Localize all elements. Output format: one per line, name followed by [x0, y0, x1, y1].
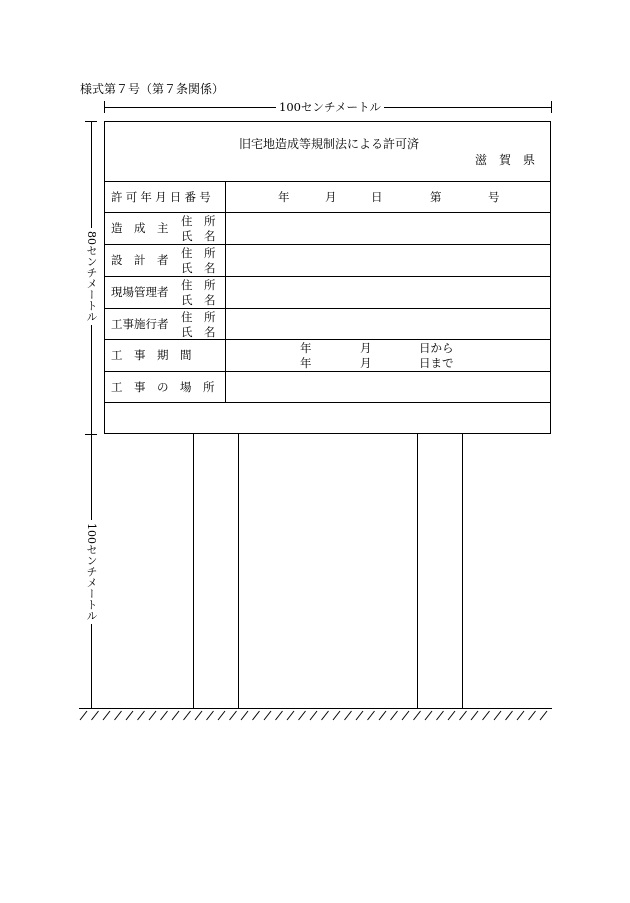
- hatch-stroke: [287, 711, 294, 720]
- hatch-stroke: [276, 711, 283, 720]
- permit-year: 年: [278, 190, 290, 204]
- hatch-stroke: [115, 711, 122, 720]
- row-sub-name: 氏 名: [181, 229, 216, 243]
- row-sub-address: 住 所: [181, 246, 216, 260]
- permit-label: 許可年月日番号: [111, 190, 214, 204]
- row-sub-name: 氏 名: [181, 261, 216, 275]
- row-sub-address: 住 所: [181, 310, 216, 324]
- period-start-month: 月: [360, 341, 372, 355]
- row-line-3: [104, 244, 551, 245]
- row-line-7: [104, 371, 551, 372]
- row-line-2: [104, 212, 551, 213]
- hatch-stroke: [494, 711, 501, 720]
- hatch-stroke: [103, 711, 110, 720]
- hatch-stroke: [138, 711, 145, 720]
- hatch-stroke: [172, 711, 179, 720]
- hatch-stroke: [253, 711, 260, 720]
- row-sub-address: 住 所: [181, 278, 216, 292]
- hatch-stroke: [379, 711, 386, 720]
- hatch-stroke: [460, 711, 467, 720]
- hatch-stroke: [425, 711, 432, 720]
- hatch-stroke: [333, 711, 340, 720]
- permit-day: 日: [371, 190, 383, 204]
- hatch-stroke: [540, 711, 547, 720]
- ground-hatch: [79, 709, 553, 723]
- hatch-stroke: [483, 711, 490, 720]
- form-label: 様式第７号（第７条関係）: [80, 82, 225, 96]
- post-right-outer: [462, 434, 463, 708]
- hatch-stroke: [471, 711, 478, 720]
- hatch-stroke: [391, 711, 398, 720]
- hatch-stroke: [218, 711, 225, 720]
- post-left-inner: [238, 434, 239, 708]
- hatch-stroke: [184, 711, 191, 720]
- hatch-stroke: [368, 711, 375, 720]
- row-line-5: [104, 308, 551, 309]
- row-label-designer: 設 計 者: [111, 253, 169, 267]
- row-line-4: [104, 276, 551, 277]
- hatch-stroke: [437, 711, 444, 720]
- hatch-stroke: [264, 711, 271, 720]
- column-divider: [225, 181, 226, 402]
- hatch-stroke: [161, 711, 168, 720]
- sign-title: 旧宅地造成等規制法による許可済: [239, 137, 420, 151]
- hatch-stroke: [414, 711, 421, 720]
- hatch-stroke: [92, 711, 99, 720]
- permit-no-suffix: 号: [488, 190, 500, 204]
- row-label-site-manager: 現場管理者: [111, 285, 169, 299]
- hatch-stroke: [322, 711, 329, 720]
- row-sub-address: 住 所: [181, 214, 216, 228]
- hatch-stroke: [207, 711, 214, 720]
- row-sub-name: 氏 名: [181, 293, 216, 307]
- row-line-8: [104, 402, 551, 403]
- period-end-month: 月: [360, 356, 372, 370]
- hatch-stroke: [230, 711, 237, 720]
- period-end-year: 年: [300, 356, 312, 370]
- dim-sign-height-label: 80センチメートル: [85, 228, 97, 325]
- hatch-stroke: [241, 711, 248, 720]
- row-label-contractor: 工事施行者: [111, 317, 169, 331]
- period-from: 日から: [419, 341, 454, 355]
- hatch-stroke: [529, 711, 536, 720]
- row-sub-name: 氏 名: [181, 325, 216, 339]
- hatch-stroke: [310, 711, 317, 720]
- dim-width-label: 100センチメートル: [276, 100, 384, 114]
- hatch-stroke: [345, 711, 352, 720]
- hatch-stroke: [517, 711, 524, 720]
- sign-prefecture: 滋 賀 県: [475, 153, 536, 167]
- location-label: 工 事 の 場 所: [111, 380, 215, 394]
- row-label-developer: 造 成 主: [111, 221, 169, 235]
- hatch-stroke: [149, 711, 156, 720]
- permit-no-prefix: 第: [430, 190, 442, 204]
- hatch-stroke: [448, 711, 455, 720]
- hatch-stroke: [402, 711, 409, 720]
- row-line-1: [104, 181, 551, 182]
- permit-month: 月: [325, 190, 337, 204]
- post-right-inner: [417, 434, 418, 708]
- hatch-stroke: [506, 711, 513, 720]
- period-label: 工 事 期 間: [111, 348, 192, 362]
- hatch-stroke: [299, 711, 306, 720]
- post-left-outer: [193, 434, 194, 708]
- period-start-year: 年: [300, 341, 312, 355]
- dim-width-tick-right: [551, 101, 552, 113]
- dim-post-height-label: 100センチメートル: [85, 520, 97, 624]
- hatch-stroke: [80, 711, 87, 720]
- period-to: 日まで: [419, 356, 454, 370]
- hatch-stroke: [126, 711, 133, 720]
- hatch-stroke: [195, 711, 202, 720]
- row-line-6: [104, 339, 551, 340]
- hatch-stroke: [356, 711, 363, 720]
